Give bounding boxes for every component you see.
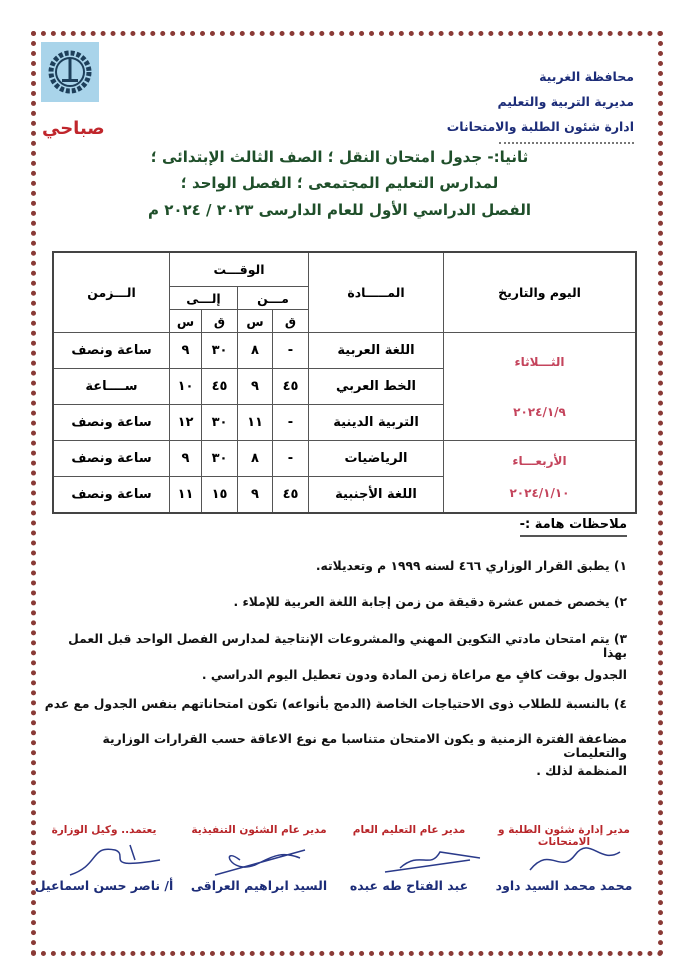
schedule-title: ثانيا:- جدول امتحان النقل ؛ الصف الثالث الإبتدائى ؛ bbox=[150, 148, 529, 166]
to-hour: ١٠ bbox=[170, 369, 202, 405]
note-3: ٣) يتم امتحان مادتي التكوين المهني والمشروعات الإنتاجية لمدارس الفصل الواحد قبل العمل بهذا bbox=[68, 632, 627, 660]
day-cell bbox=[444, 333, 637, 441]
header-to: إلـــى bbox=[170, 287, 238, 310]
signature-title: مدير عام التعليم العام bbox=[352, 824, 466, 836]
header-subject: المـــــادة bbox=[309, 252, 444, 333]
signatory-name: عبد الفتاح طه عبده bbox=[349, 878, 469, 893]
signature-title: يعتمد.. وكيل الوزارة bbox=[51, 824, 157, 836]
to-minute: ٣٠ bbox=[202, 333, 238, 369]
duration-cell: ســــاعة bbox=[53, 369, 170, 405]
to-hour: ٩ bbox=[170, 333, 202, 369]
signatory-name: أ/ ناصر حسن اسماعيل bbox=[34, 878, 174, 893]
to-minute: ١٥ bbox=[202, 477, 238, 514]
notes-heading: ملاحظات هامة :- bbox=[520, 517, 627, 537]
duration-cell: ساعة ونصف bbox=[53, 477, 170, 514]
signatory-name: محمد محمد السيد داود bbox=[495, 878, 633, 893]
signatory-name: السيد ابراهيم العراقى bbox=[190, 878, 328, 893]
schedule-subtitle: لمدارس التعليم المجتمعى ؛ الفصل الواحد ؛ bbox=[180, 174, 499, 192]
from-hour: ٨ bbox=[238, 333, 273, 369]
from-minute: ٤٥ bbox=[273, 369, 309, 405]
day-name: الثـــلاثاء bbox=[514, 354, 565, 369]
note-4-end: المنظمة لذلك . bbox=[536, 764, 627, 778]
handwritten-signature bbox=[210, 840, 320, 878]
note-4: ٤) بالنسبة للطلاب ذوى الاحتياجات الخاصة (الدمج بأنواعه) تكون امتحاناتهم بنفس الجدول مع عدم bbox=[44, 697, 627, 711]
to-minute: ٤٥ bbox=[202, 369, 238, 405]
governorate-label: محافظة الغربية bbox=[539, 69, 634, 84]
note-3-cont: الجدول بوقت كافٍ مع مراعاة زمن المادة ودون تعطيل اليوم الدراسي . bbox=[201, 668, 627, 682]
header-day-date: اليوم والتاريخ bbox=[444, 252, 637, 333]
from-minute: ٤٥ bbox=[273, 477, 309, 514]
day-date: ٢٠٢٤/١/٩ bbox=[513, 404, 566, 419]
gear-minaret-icon bbox=[45, 47, 95, 97]
note-2: ٢) يخصص خمس عشرة دقيقة من زمن إجابة اللغة العربية للإملاء . bbox=[233, 595, 627, 609]
from-minute: - bbox=[273, 405, 309, 441]
header-from-minute: ق bbox=[273, 310, 309, 333]
to-minute: ٣٠ bbox=[202, 441, 238, 477]
subject-cell: التربية الدينية bbox=[309, 405, 444, 441]
to-hour: ١٢ bbox=[170, 405, 202, 441]
header-from-hour: س bbox=[238, 310, 273, 333]
directorate-label: مديرية التربية والتعليم bbox=[497, 94, 634, 109]
schedule-term: الفصل الدراسي الأول للعام الدارسى ٢٠٢٣ / ٢٠٢٤ م bbox=[147, 201, 532, 219]
from-hour: ٨ bbox=[238, 441, 273, 477]
subject-cell: اللغة الأجنبية bbox=[309, 477, 444, 514]
from-hour: ١١ bbox=[238, 405, 273, 441]
duration-cell: ساعة ونصف bbox=[53, 333, 170, 369]
subject-cell: الخط العربي bbox=[309, 369, 444, 405]
header-duration: الـــزمن bbox=[53, 252, 170, 333]
signature-title: مدير إدارة شئون الطلبة و الامتحانات bbox=[498, 824, 630, 848]
day-cell bbox=[444, 441, 637, 514]
from-hour: ٩ bbox=[238, 477, 273, 514]
header-to-minute: ق bbox=[202, 310, 238, 333]
ornament-divider bbox=[499, 142, 634, 144]
duration-cell: ساعة ونصف bbox=[53, 405, 170, 441]
from-minute: - bbox=[273, 441, 309, 477]
directorate-logo bbox=[41, 42, 99, 102]
header-from: مـــن bbox=[238, 287, 309, 310]
table-row bbox=[53, 333, 636, 369]
day-name: الأربعـــاء bbox=[512, 453, 567, 468]
note-1: ١) يطبق القرار الوزاري ٤٦٦ لسنه ١٩٩٩ م وتعديلاته. bbox=[315, 559, 627, 573]
handwritten-signature bbox=[60, 840, 170, 878]
table-row bbox=[53, 441, 636, 477]
from-hour: ٩ bbox=[238, 369, 273, 405]
subject-cell: اللغة العربية bbox=[309, 333, 444, 369]
handwritten-signature bbox=[520, 840, 630, 878]
note-4-cont: مضاعفة الفترة الزمنية و يكون الامتحان متناسبا مع نوع الاعاقة حسب القرارات الوزارية والتعليمات bbox=[102, 732, 627, 760]
from-minute: - bbox=[273, 333, 309, 369]
subject-cell: الرياضيات bbox=[309, 441, 444, 477]
signature-title: مدير عام الشئون التنفيذية bbox=[191, 824, 327, 836]
exam-schedule-table bbox=[52, 251, 637, 514]
session-label: صباحي bbox=[42, 118, 105, 139]
to-hour: ١١ bbox=[170, 477, 202, 514]
handwritten-signature bbox=[380, 840, 490, 878]
department-label: ادارة شئون الطلبة والامتحانات bbox=[446, 119, 634, 134]
to-minute: ٣٠ bbox=[202, 405, 238, 441]
to-hour: ٩ bbox=[170, 441, 202, 477]
header-to-hour: س bbox=[170, 310, 202, 333]
header-time: الوقـــت bbox=[170, 252, 309, 287]
duration-cell: ساعة ونصف bbox=[53, 441, 170, 477]
day-date: ٢٠٢٤/١/١٠ bbox=[509, 485, 570, 500]
